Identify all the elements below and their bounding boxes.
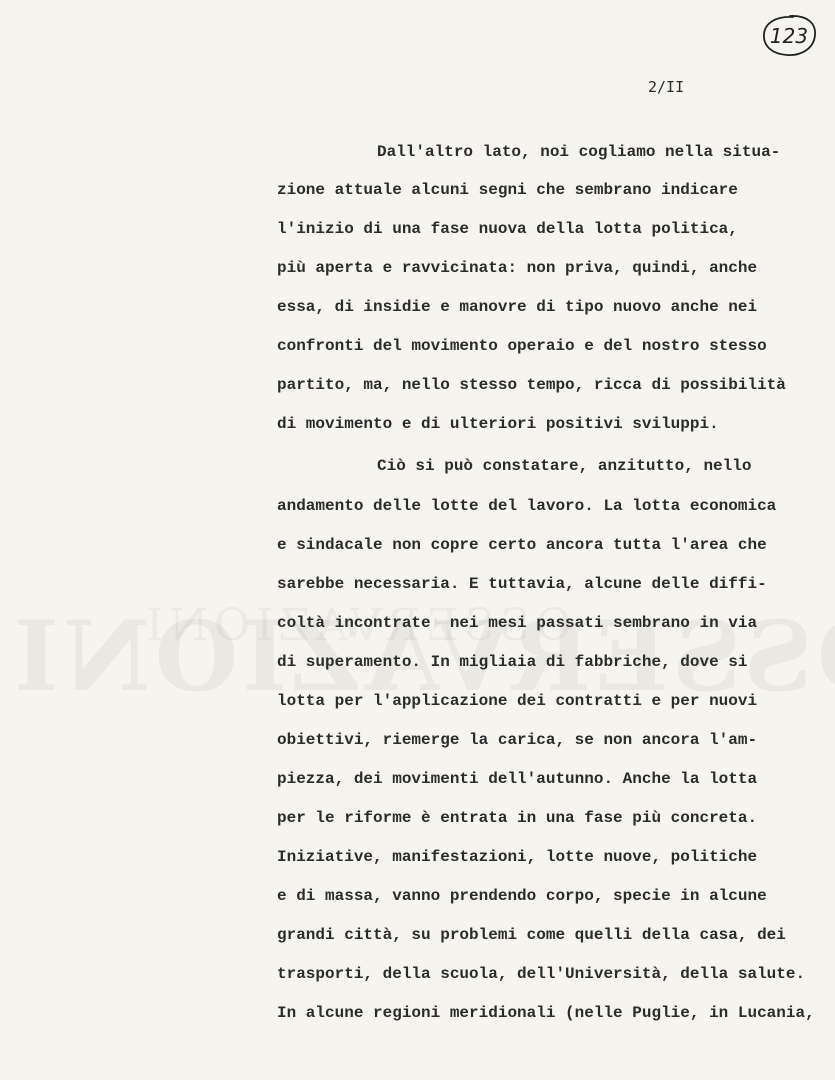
text-line: In alcune regioni meridionali (nelle Puglie, in Lucania, — [277, 1004, 815, 1022]
text-line: piezza, dei movimenti dell'autunno. Anche la lotta — [277, 770, 758, 788]
text-line: essa, di insidie e manovre di tipo nuovo anche nei — [277, 298, 758, 316]
text-line: grandi città, su problemi come quelli della casa, dei — [277, 926, 786, 944]
text-line: Dall'altro lato, noi cogliamo nella situa- — [377, 143, 781, 161]
page-number-stamp — [760, 12, 818, 58]
text-line: Ciò si può constatare, anzitutto, nello — [377, 457, 752, 475]
text-line: e sindacale non copre certo ancora tutta l'area che — [277, 536, 767, 554]
text-line: di superamento. In migliaia di fabbriche, dove si — [277, 653, 748, 671]
text-line: obiettivi, riemerge la carica, se non ancora l'am- — [277, 731, 758, 749]
text-line: Iniziative, manifestazioni, lotte nuove, politiche — [277, 848, 758, 866]
text-line: di movimento e di ulteriori positivi sviluppi. — [277, 415, 719, 433]
text-line: sarebbe necessaria. E tuttavia, alcune delle diffi- — [277, 575, 767, 593]
text-line: trasporti, della scuola, dell'Università, della salute. — [277, 965, 806, 983]
text-line: coltà incontrate nei mesi passati sembrano in via — [277, 614, 758, 632]
text-line: per le riforme è entrata in una fase più concreta. — [277, 809, 758, 827]
text-line: confronti del movimento operaio e del nostro stesso — [277, 337, 767, 355]
text-line: più aperta e ravvicinata: non priva, quindi, anche — [277, 259, 758, 277]
text-line: l'inizio di una fase nuova della lotta politica, — [277, 220, 738, 238]
text-line: lotta per l'applicazione dei contratti e per nuovi — [277, 692, 758, 710]
text-line: e di massa, vanno prendendo corpo, specie in alcune — [277, 887, 767, 905]
page-reference: 2/II — [648, 78, 685, 96]
text-line: partito, ma, nello stesso tempo, ricca di possibilità — [277, 376, 786, 394]
text-line: andamento delle lotte del lavoro. La lotta economica — [277, 497, 777, 515]
stamp-number: 123 — [769, 24, 809, 48]
text-line: zione attuale alcuni segni che sembrano indicare — [277, 181, 738, 199]
